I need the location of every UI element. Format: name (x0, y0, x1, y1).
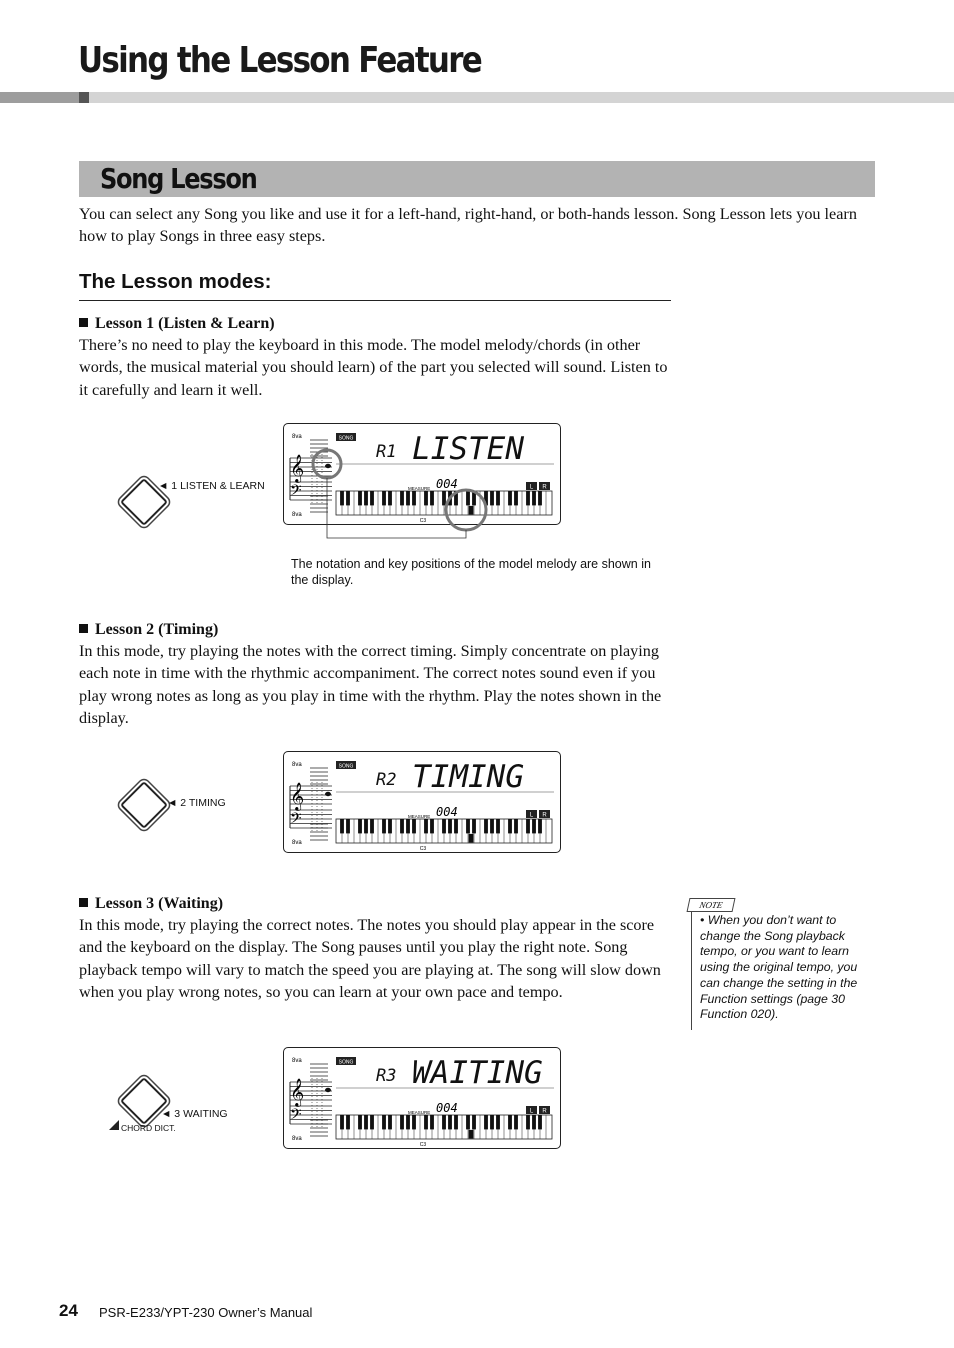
lesson-2-button-label: ◄ 2 TIMING (167, 797, 226, 809)
octave-bottom-label: 8va (292, 1136, 302, 1142)
title-rule-square (79, 92, 89, 103)
black-key (412, 819, 416, 833)
black-key (382, 1115, 386, 1129)
bullet-square-icon (79, 624, 88, 633)
display-prefix: R3 (376, 1066, 397, 1086)
lesson-1-title (79, 315, 275, 333)
right-badge-label: R (542, 484, 547, 491)
treble-clef-icon: 𝄞 (290, 1078, 305, 1106)
black-key (508, 491, 512, 505)
display-text: WAITING (412, 1055, 543, 1091)
black-key (442, 1115, 446, 1129)
black-key (496, 819, 500, 833)
lesson-3-button-sublabel: CHORD DICT. (121, 1123, 176, 1133)
black-key (370, 1115, 374, 1129)
octave-top-label: 8va (292, 762, 302, 768)
lesson-3-body: In this mode, try playing the correct notes. The notes you should play appear in the score and the keyboard on the display. The Song pauses until you play the right note. Song playback tempo will vary to match the speed you are playing at. The song will slow down when you play wrong notes, so you can learn at your own pace and tempo. (79, 916, 661, 1002)
black-key (388, 819, 392, 833)
lesson-1-button-label: ◄ 1 LISTEN & LEARN (158, 480, 265, 492)
black-key (388, 1115, 392, 1129)
black-key (454, 819, 458, 833)
note-text: • When you don’t want to change the Song playback tempo, or you want to learn using the original tempo, you can change the setting in the Function settings (page 30 Function 020). (700, 913, 858, 1022)
left-badge-label: L (529, 484, 534, 491)
black-key (370, 819, 374, 833)
bass-clef-icon: 𝄢 (290, 810, 302, 831)
black-key (454, 1115, 458, 1129)
black-key (508, 1115, 512, 1129)
note-label: NOTE (687, 898, 736, 912)
black-key (400, 1115, 404, 1129)
lesson-1-title-text: Lesson 1 (Listen & Learn) (95, 315, 275, 332)
measure-label: MEASURE (408, 486, 431, 491)
lesson-2-title-text: Lesson 2 (Timing) (95, 621, 219, 638)
octave-bottom-label: 8va (292, 840, 302, 846)
lesson-2-lcd-display (283, 751, 561, 853)
black-key (364, 819, 368, 833)
display-prefix: R1 (376, 442, 397, 462)
display-text: TIMING (412, 759, 524, 795)
black-key (340, 1115, 344, 1129)
measure-label: MEASURE (408, 814, 431, 819)
modes-heading: The Lesson modes: (79, 270, 272, 293)
black-key (424, 819, 428, 833)
title-rule (0, 92, 954, 103)
black-key (358, 1115, 362, 1129)
black-key (532, 1115, 536, 1129)
black-key (526, 491, 530, 505)
treble-clef-icon: 𝄞 (290, 454, 305, 482)
chord-dict-icon (108, 1119, 120, 1131)
lesson-3-lcd-display (283, 1047, 561, 1149)
black-key (382, 819, 386, 833)
song-badge-label: SONG (338, 763, 354, 770)
black-key (442, 819, 446, 833)
left-badge-label: L (529, 1108, 534, 1115)
black-key (400, 819, 404, 833)
lesson-3-button-label: ◄ 3 WAITING (161, 1108, 228, 1120)
lesson-1-body: There’s no need to play the keyboard in this mode. The model melody/chords (in other words, the musical material you should learn) of the part you selected will sound. Listen to it carefully and learn it well. (79, 336, 668, 399)
black-key (346, 1115, 350, 1129)
treble-clef-icon: 𝄞 (290, 782, 305, 810)
black-key (490, 819, 494, 833)
black-key (412, 1115, 416, 1129)
black-key (358, 819, 362, 833)
black-key (430, 1115, 434, 1129)
display-prefix: R2 (376, 770, 397, 790)
black-key (466, 1115, 470, 1129)
black-key (430, 819, 434, 833)
black-key (466, 819, 470, 833)
black-key (340, 819, 344, 833)
page-title: Using the Lesson Feature (78, 40, 482, 81)
black-key (538, 819, 542, 833)
measure-value: 004 (436, 805, 458, 819)
black-key (424, 1115, 428, 1129)
lesson-2-button[interactable] (120, 781, 168, 829)
callout-lines (300, 440, 500, 540)
song-badge-label: SONG (338, 1059, 354, 1066)
black-key (364, 1115, 368, 1129)
score-highlight-circle (313, 450, 341, 478)
title-rule-accent (0, 92, 79, 103)
black-key (448, 819, 452, 833)
black-key (406, 819, 410, 833)
black-key (526, 819, 530, 833)
black-key (406, 1115, 410, 1129)
modes-heading-rule (79, 300, 671, 301)
black-key (526, 1115, 530, 1129)
black-key (472, 1115, 476, 1129)
black-key (532, 491, 536, 505)
page-number: 24 (59, 1301, 78, 1320)
lesson-2-title (79, 621, 218, 639)
bullet-square-icon (79, 898, 88, 907)
highlighted-key (469, 1130, 474, 1139)
black-key (514, 491, 518, 505)
octave-top-label: 8va (292, 1058, 302, 1064)
song-badge-label: SONG (338, 435, 354, 442)
measure-label: MEASURE (408, 1110, 431, 1115)
black-key (514, 819, 518, 833)
lesson-3-title (79, 895, 223, 913)
black-key (490, 1115, 494, 1129)
intro-paragraph: You can select any Song you like and use it for a left-hand, right-hand, or both-hands lesson. Song Lesson lets you learn how to play Songs in three easy steps. (79, 205, 857, 246)
key-highlight-circle (446, 490, 486, 530)
black-key (448, 1115, 452, 1129)
lesson-2-body: In this mode, try playing the notes with the correct timing. Simply concentrate on playing each note in time with the rhythmic accompaniment. The correct notes sound even if you play wrong notes as long as you play in time with the rhythm. Play the notes shown in the display. (79, 642, 662, 728)
manual-name: PSR-E233/YPT-230 Owner’s Manual (99, 1305, 313, 1320)
left-badge-label: L (529, 812, 534, 819)
right-badge-label: R (542, 812, 547, 819)
measure-value: 004 (436, 477, 458, 491)
bullet-square-icon (79, 318, 88, 327)
black-key (514, 1115, 518, 1129)
black-key (538, 1115, 542, 1129)
octave-top-label: 8va (292, 434, 302, 440)
black-key (508, 819, 512, 833)
section-title: Song Lesson (100, 162, 257, 195)
measure-value: 004 (436, 1101, 458, 1115)
black-key (532, 819, 536, 833)
bass-clef-icon: 𝄢 (290, 482, 302, 503)
lesson-1-caption: The notation and key positions of the model melody are shown in the display. (291, 557, 651, 587)
key-c3-label: C3 (419, 1142, 427, 1148)
octave-bottom-label: 8va (292, 512, 302, 518)
black-key (538, 491, 542, 505)
lesson-3-title-text: Lesson 3 (Waiting) (95, 895, 224, 912)
black-key (484, 819, 488, 833)
note-rule (691, 912, 692, 1030)
bass-clef-icon: 𝄢 (290, 1106, 302, 1127)
highlighted-key (469, 834, 474, 843)
key-c3-label: C3 (419, 846, 427, 852)
note-head (325, 792, 331, 796)
display-text: LISTEN (412, 431, 524, 467)
note-head (325, 1088, 331, 1092)
black-key (496, 1115, 500, 1129)
black-key (484, 1115, 488, 1129)
black-key (346, 819, 350, 833)
black-key (472, 819, 476, 833)
right-badge-label: R (542, 1108, 547, 1115)
key-c3-label: C3 (419, 518, 427, 524)
